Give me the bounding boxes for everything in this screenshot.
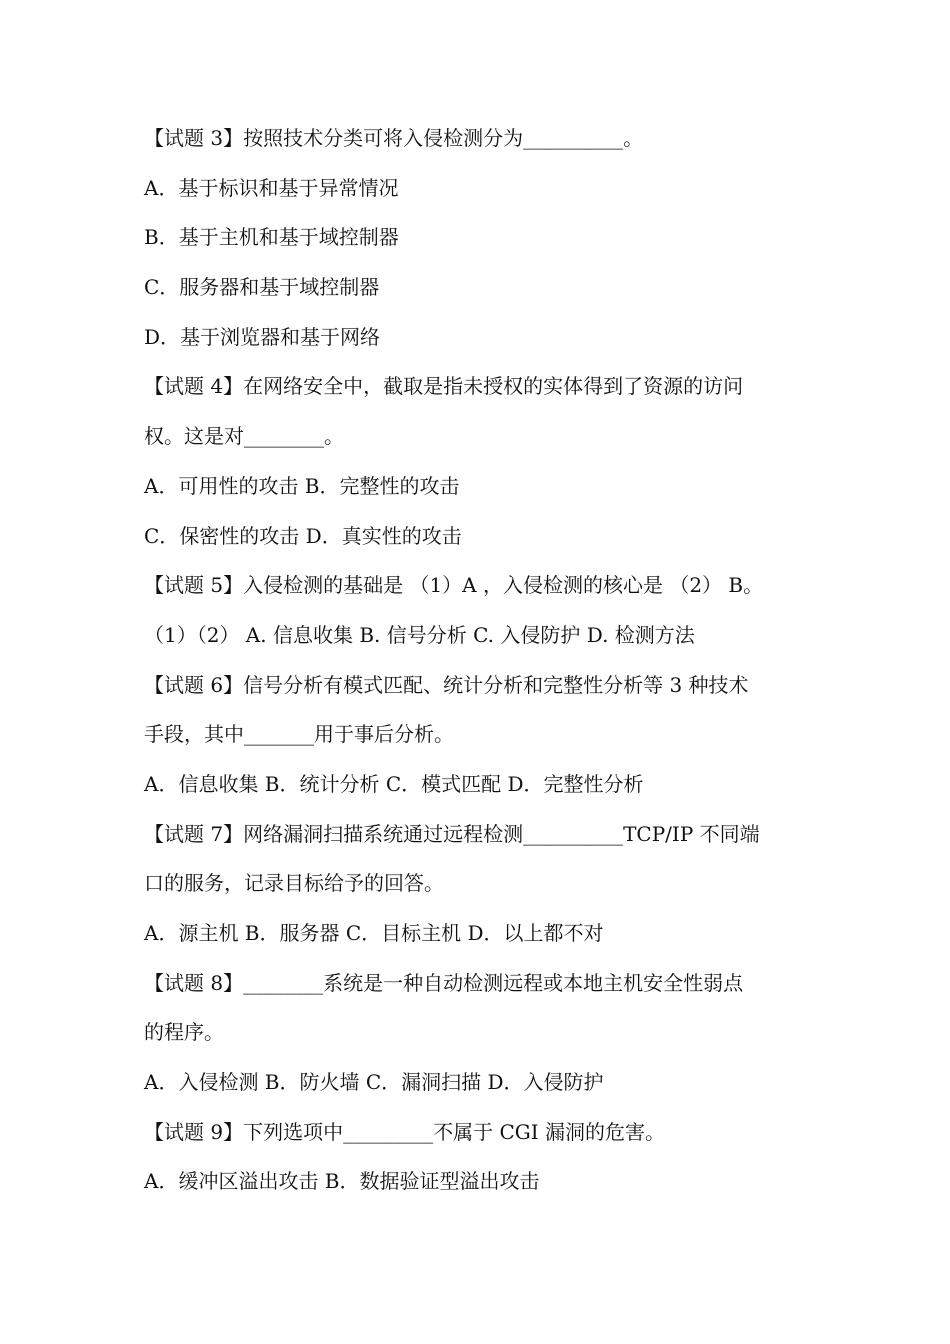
document-body [144, 114, 814, 1207]
question-3-option-a: A．基于标识和基于异常情况 [144, 175, 399, 200]
question-6-stem: 【试题 6】信号分析有模式匹配、统计分析和完整性分析等 3 种技术 [144, 672, 749, 697]
question-9-options-ab: A．缓冲区溢出攻击 B．数据验证型溢出攻击 [144, 1169, 540, 1194]
question-3-option-c: C．服务器和基于域控制器 [144, 275, 380, 300]
question-8-stem: 【试题 8】________系统是一种自动检测远程或本地主机安全性弱点 [144, 970, 744, 995]
question-7-stem: 【试题 7】网络漏洞扫描系统通过远程检测__________TCP/IP 不同端 [144, 821, 760, 846]
question-4-stem: 【试题 4】在网络安全中，截取是指未授权的实体得到了资源的访问 [144, 374, 744, 399]
question-5-options: （1）（2） A. 信息收集 B. 信号分析 C. 入侵防护 D. 检测方法 [144, 622, 695, 647]
question-6-options: A．信息收集 B．统计分析 C．模式匹配 D．完整性分析 [144, 771, 644, 796]
question-7-stem-continued: 口的服务，记录目标给予的回答。 [144, 871, 444, 896]
question-4-stem-continued: 权。这是对________。 [144, 424, 344, 449]
question-4-options-cd: C．保密性的攻击 D．真实性的攻击 [144, 523, 462, 548]
question-3-option-d: D．基于浏览器和基于网络 [144, 324, 381, 349]
question-5-stem: 【试题 5】入侵检测的基础是 （1）A ，入侵检测的核心是 （2） B。 [144, 573, 764, 598]
question-7-options: A．源主机 B．服务器 C．目标主机 D．以上都不对 [144, 921, 604, 945]
question-3-stem: 【试题 3】按照技术分类可将入侵检测分为__________。 [144, 126, 644, 150]
question-6-stem-continued: 手段，其中_______用于事后分析。 [144, 722, 454, 747]
question-9-stem: 【试题 9】下列选项中_________不属于 CGI 漏洞的危害。 [144, 1119, 665, 1144]
question-4-options-ab: A．可用性的攻击 B．完整性的攻击 [144, 473, 460, 498]
question-8-options: A．入侵检测 B．防火墙 C．漏洞扫描 D．入侵防护 [144, 1070, 604, 1095]
question-3-option-b: B．基于主机和基于域控制器 [144, 225, 399, 250]
question-8-stem-continued: 的程序。 [144, 1020, 224, 1045]
